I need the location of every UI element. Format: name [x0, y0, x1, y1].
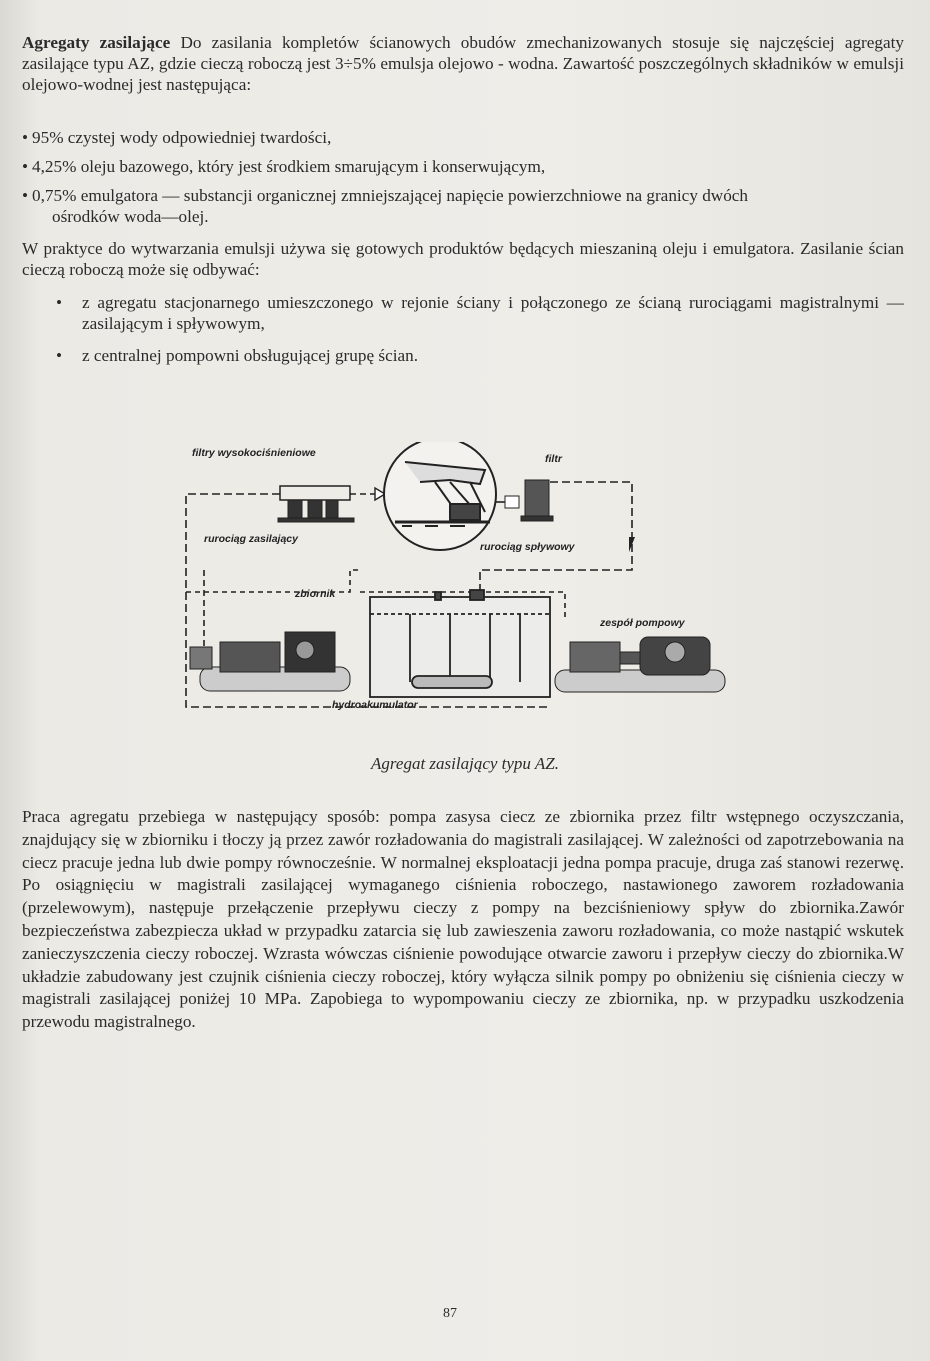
label-accumulator: hydroakumulator	[332, 699, 418, 711]
tank-icon	[370, 590, 550, 697]
operation-paragraph: Praca agregatu przebiega w następujący sposób: pompa zasysa ciecz ze zbiornika przez filtr wstępnego oczyszczania, znajdujący się w zbiorniku i tłoczy ją przez zawór rozładowania do magistrali zasilającej. W zależności od zapotrzebowania na ciecz pracuje jedna lub dwie pompy równocześnie. W normalnej eksploatacji jedna pompa pracuje, druga zaś stanowi rezerwę. Po osiągnięciu w magistrali zasilającej wymaganego ciśnienia roboczego, nastawionego zaworem rozładowania (przelewowym), następuje przełączenie przepływu cieczy z pompy na bezciśnieniowy spływ do zbiornika.Zawór bezpieczeństwa zabezpiecza układ w przypadku zatarcia się lub zawieszenia zaworu rozładowania, co może nastąpić wskutek zanieczyszczenia cieczy roboczej. Wzrasta wówczas ciśnienie powodujące otwarcie zaworu i przepływ cieczy do zbiornika.W układzie zabudowany jest czujnik ciśnienia cieczy roboczej, który wyłącza silnik pompy po obniżeniu się ciśnienia cieczy w magistrali zasilającej poniżej 10 MPa. Zapobiega to wypompowaniu cieczy ze zbiornika, np. w przypadku uszkodzenia przewodu magistralnego.	[22, 807, 904, 1032]
label-hp-filters: filtry wysokociśnieniowe	[192, 447, 316, 459]
right-pump-unit-icon	[555, 637, 725, 692]
label-supply-pipe: rurociąg zasilający	[204, 533, 298, 545]
bullet-oil: • 4,25% oleju bazowego, który jest środkiem smarującym i konserwującym,	[22, 157, 546, 176]
intro-lead: Agregaty zasilające	[22, 33, 171, 52]
label-filter: filtr	[545, 453, 562, 465]
powered-support-icon	[384, 442, 496, 550]
return-filter-icon	[505, 480, 553, 521]
bullet-water: • 95% czystej wody odpowiedniej twardości,	[22, 128, 332, 147]
page-number: 87	[443, 1306, 457, 1321]
label-return-pipe: rurociąg spływowy	[480, 541, 575, 553]
az-unit-diagram	[180, 442, 740, 722]
label-tank: zbiornik	[295, 588, 336, 600]
intro-paragraph	[22, 32, 904, 95]
option-central: • z centralnej pompowni obsługującej grupę ścian.	[56, 346, 419, 365]
left-pump-unit-icon	[190, 632, 350, 691]
hp-filters-icon	[278, 486, 354, 522]
option-stationary: • z agregatu stacjonarnego umieszczonego w rejonie ściany i połączonego ze ścianą rurociągami magistralnymi — zasilającym i spływowym,	[56, 293, 904, 333]
bullet-emulsifier: • 0,75% emulgatora — substancji organicznej zmniejszającej napięcie powierzchniowe na granicy dwóch ośrodków woda—olej.	[22, 186, 749, 226]
label-pump-unit: zespół pompowy	[600, 617, 685, 629]
figure-caption: Agregat zasilający typu AZ.	[371, 754, 559, 773]
practice-paragraph: W praktyce do wytwarzania emulsji używa się gotowych produktów będących mieszaniną oleju i emulgatora. Zasilanie ścian cieczą roboczą może się odbywać:	[22, 239, 904, 279]
intro-text: Do zasilania kompletów ścianowych obudów zmechanizowanych stosuje się najczęściej agregaty zasilające typu AZ, gdzie cieczą roboczą jest 3÷5% emulsja olejowo - wodna. Zawartość poszczególnych składników w emulsji olejowo-wodnej jest następująca:	[22, 33, 904, 94]
